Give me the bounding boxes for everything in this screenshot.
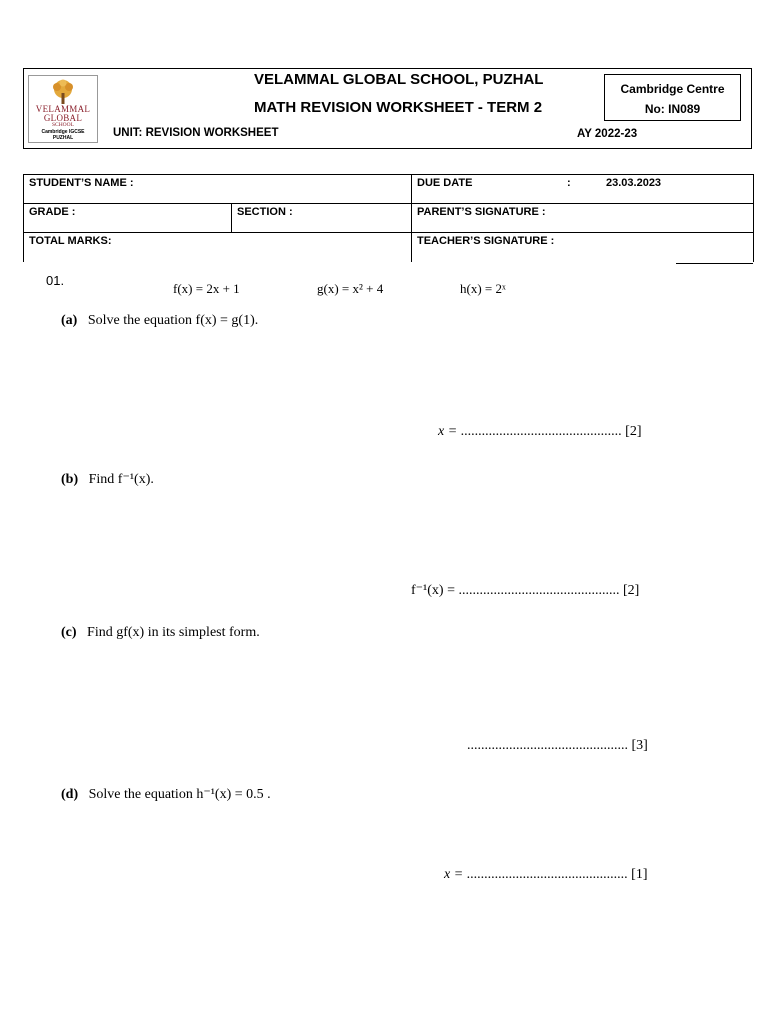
part-b-marks: [2] bbox=[622, 583, 640, 598]
due-date-colon: : bbox=[567, 177, 571, 189]
section-label: SECTION : bbox=[237, 206, 293, 218]
part-b-answer bbox=[411, 582, 639, 599]
student-info-table bbox=[23, 174, 754, 262]
total-marks-label: TOTAL MARKS: bbox=[29, 235, 112, 247]
centre-number: No: IN089 bbox=[644, 102, 701, 116]
school-logo bbox=[28, 75, 98, 143]
part-c-answer-line[interactable]: .............................................. bbox=[467, 738, 628, 753]
part-a-answer bbox=[438, 424, 642, 440]
part-d-text: Solve the equation h⁻¹(x) = 0.5 . bbox=[88, 787, 271, 802]
part-b-text: Find f⁻¹(x). bbox=[88, 472, 154, 487]
student-name-cell[interactable] bbox=[24, 175, 412, 204]
logo-text-3: SCHOOL bbox=[51, 122, 74, 128]
part-a bbox=[61, 313, 258, 329]
logo-text-5: PUZHAL bbox=[52, 134, 74, 141]
student-name-label: STUDENT’S NAME : bbox=[29, 177, 134, 189]
part-b-answer-line[interactable]: .............................................. bbox=[458, 583, 620, 598]
part-b bbox=[61, 471, 154, 488]
academic-year: AY 2022-23 bbox=[577, 128, 638, 140]
parent-signature-label: PARENT’S SIGNATURE : bbox=[417, 206, 546, 218]
due-date-value: 23.03.2023 bbox=[606, 177, 662, 189]
grade-cell[interactable] bbox=[24, 204, 232, 233]
f-definition: f(x) = 2x + 1 bbox=[173, 281, 240, 296]
part-d-answer-prefix: x = bbox=[444, 867, 464, 882]
centre-label: Cambridge Centre bbox=[620, 82, 725, 96]
unit-label: UNIT: REVISION WORKSHEET bbox=[113, 127, 279, 139]
question-number: 01. bbox=[46, 273, 65, 288]
parent-signature-cell[interactable] bbox=[412, 204, 754, 233]
part-c-answer bbox=[467, 738, 648, 754]
teacher-signature-cell[interactable] bbox=[412, 233, 754, 262]
grade-label: GRADE : bbox=[29, 206, 76, 218]
part-a-label: (a) bbox=[61, 313, 78, 328]
logo-text-4: Cambridge IGCSE bbox=[41, 128, 85, 135]
part-d-answer bbox=[444, 867, 648, 883]
part-a-answer-line[interactable]: .............................................. bbox=[460, 424, 622, 439]
total-marks-cell[interactable] bbox=[24, 233, 412, 262]
worksheet-title: MATH REVISION WORKSHEET - TERM 2 bbox=[254, 99, 543, 116]
teacher-signature-label: TEACHER’S SIGNATURE : bbox=[417, 235, 555, 247]
due-date-label: DUE DATE bbox=[417, 177, 473, 189]
part-c-label: (c) bbox=[61, 625, 77, 640]
h-definition: h(x) = 2ˣ bbox=[460, 281, 506, 296]
part-a-text: Solve the equation f(x) = g(1). bbox=[87, 313, 259, 328]
part-d-marks: [1] bbox=[631, 867, 648, 882]
logo-text-2: GLOBAL bbox=[43, 113, 83, 123]
part-d-answer-line[interactable]: .............................................. bbox=[466, 867, 628, 882]
section-cell[interactable] bbox=[232, 204, 412, 233]
part-c bbox=[61, 625, 260, 641]
part-a-answer-prefix: x = bbox=[438, 424, 458, 439]
g-definition: g(x) = x² + 4 bbox=[317, 281, 384, 296]
part-d-label: (d) bbox=[61, 787, 79, 802]
due-date-cell bbox=[412, 175, 754, 204]
signature-underline bbox=[676, 263, 753, 264]
part-a-marks: [2] bbox=[625, 424, 642, 439]
tree-icon bbox=[48, 79, 78, 105]
part-c-marks: [3] bbox=[631, 738, 648, 753]
school-name: VELAMMAL GLOBAL SCHOOL, PUZHAL bbox=[254, 71, 544, 88]
logo-text-1: VELAMMAL bbox=[35, 104, 91, 114]
part-b-label: (b) bbox=[61, 472, 79, 487]
part-b-answer-prefix: f⁻¹(x) = bbox=[411, 583, 455, 598]
part-c-text: Find gf(x) in its simplest form. bbox=[87, 625, 260, 640]
part-d bbox=[61, 786, 271, 803]
centre-box bbox=[604, 74, 741, 121]
